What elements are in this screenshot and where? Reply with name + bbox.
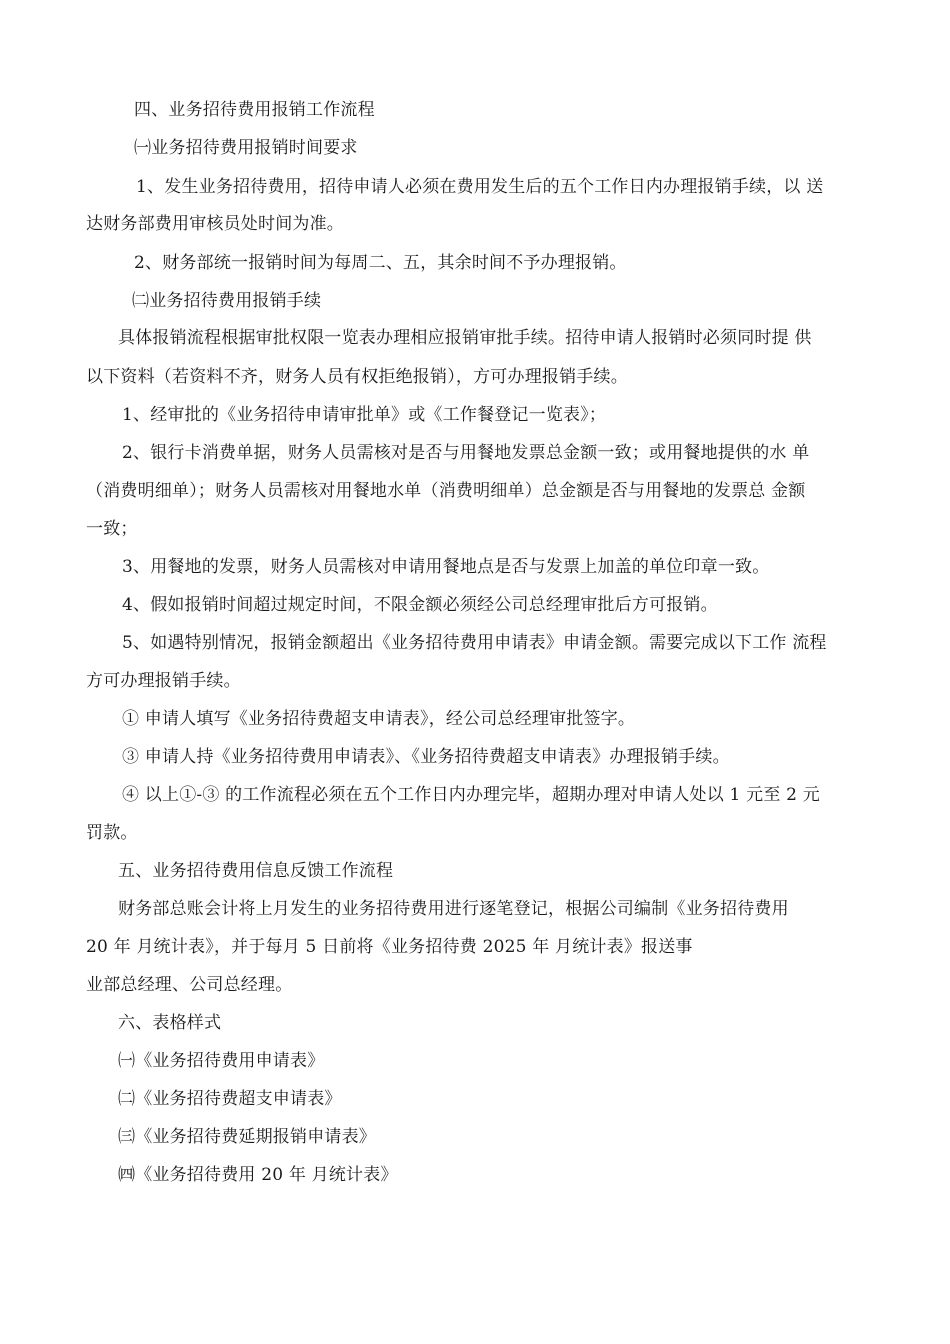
- paragraph-line: 2、财务部统一报销时间为每周二、五，其余时间不予办理报销。: [134, 253, 627, 273]
- form-list-item: ㈡《业务招待费超支申请表》: [118, 1089, 342, 1109]
- form-list-item: ㈣《业务招待费用 20 年 月统计表》: [118, 1165, 398, 1185]
- list-item: 4、假如报销时间超过规定时间，不限金额必须经公司总经理审批后方可报销。: [122, 595, 718, 615]
- paragraph-line: 一致；: [86, 519, 138, 539]
- paragraph-line: 业部总经理、公司总经理。: [86, 975, 293, 995]
- section-heading-6: 六、表格样式: [118, 1013, 222, 1033]
- paragraph-line: 20 年 月统计表》，并于每月 5 日前将《业务招待费 2025 年 月统计表》报送事: [86, 937, 693, 957]
- list-item: 1、经审批的《业务招待申请审批单》或《工作餐登记一览表》；: [122, 405, 607, 425]
- list-item: 5、如遇特别情况，报销金额超出《业务招待费用申请表》申请金额。需要完成以下工作 流程: [122, 633, 827, 653]
- paragraph-line: （消费明细单）；财务人员需核对用餐地水单（消费明细单）总金额是否与用餐地的发票总 金额: [86, 481, 806, 501]
- sub-list-item: ④ 以上①-③ 的工作流程必须在五个工作日内办理完毕，超期办理对申请人处以 1 元至 2 元: [122, 785, 820, 805]
- section-heading-4: 四、业务招待费用报销工作流程: [134, 100, 375, 120]
- form-list-item: ㈠《业务招待费用申请表》: [118, 1051, 325, 1071]
- subsection-heading-time-requirements: ㈠业务招待费用报销时间要求: [134, 138, 358, 158]
- section-heading-5: 五、业务招待费用信息反馈工作流程: [118, 861, 394, 881]
- paragraph-line: 方可办理报销手续。: [86, 671, 241, 691]
- paragraph-line: 具体报销流程根据审批权限一览表办理相应报销审批手续。招待申请人报销时必须同时提 供: [118, 328, 812, 348]
- paragraph-line: 1、发生业务招待费用，招待申请人必须在费用发生后的五个工作日内办理报销手续，以 送: [136, 177, 824, 197]
- form-list-item: ㈢《业务招待费延期报销申请表》: [118, 1127, 376, 1147]
- paragraph-line: 财务部总账会计将上月发生的业务招待费用进行逐笔登记，根据公司编制《业务招待费用: [118, 899, 789, 919]
- subsection-heading-procedures: ㈡业务招待费用报销手续: [132, 291, 322, 311]
- paragraph-line: 罚款。: [86, 823, 138, 843]
- list-item: 3、用餐地的发票，财务人员需核对申请用餐地点是否与发票上加盖的单位印章一致。: [122, 557, 770, 577]
- list-item: 2、银行卡消费单据，财务人员需核对是否与用餐地发票总金额一致；或用餐地提供的水 单: [122, 443, 810, 463]
- sub-list-item: ① 申请人填写《业务招待费超支申请表》，经公司总经理审批签字。: [122, 709, 636, 729]
- sub-list-item: ③ 申请人持《业务招待费用申请表》、《业务招待费超支申请表》办理报销手续。: [122, 747, 730, 767]
- paragraph-line: 以下资料（若资料不齐，财务人员有权拒绝报销），方可办理报销手续。: [86, 367, 628, 387]
- paragraph-line: 达财务部费用审核员处时间为准。: [86, 214, 344, 234]
